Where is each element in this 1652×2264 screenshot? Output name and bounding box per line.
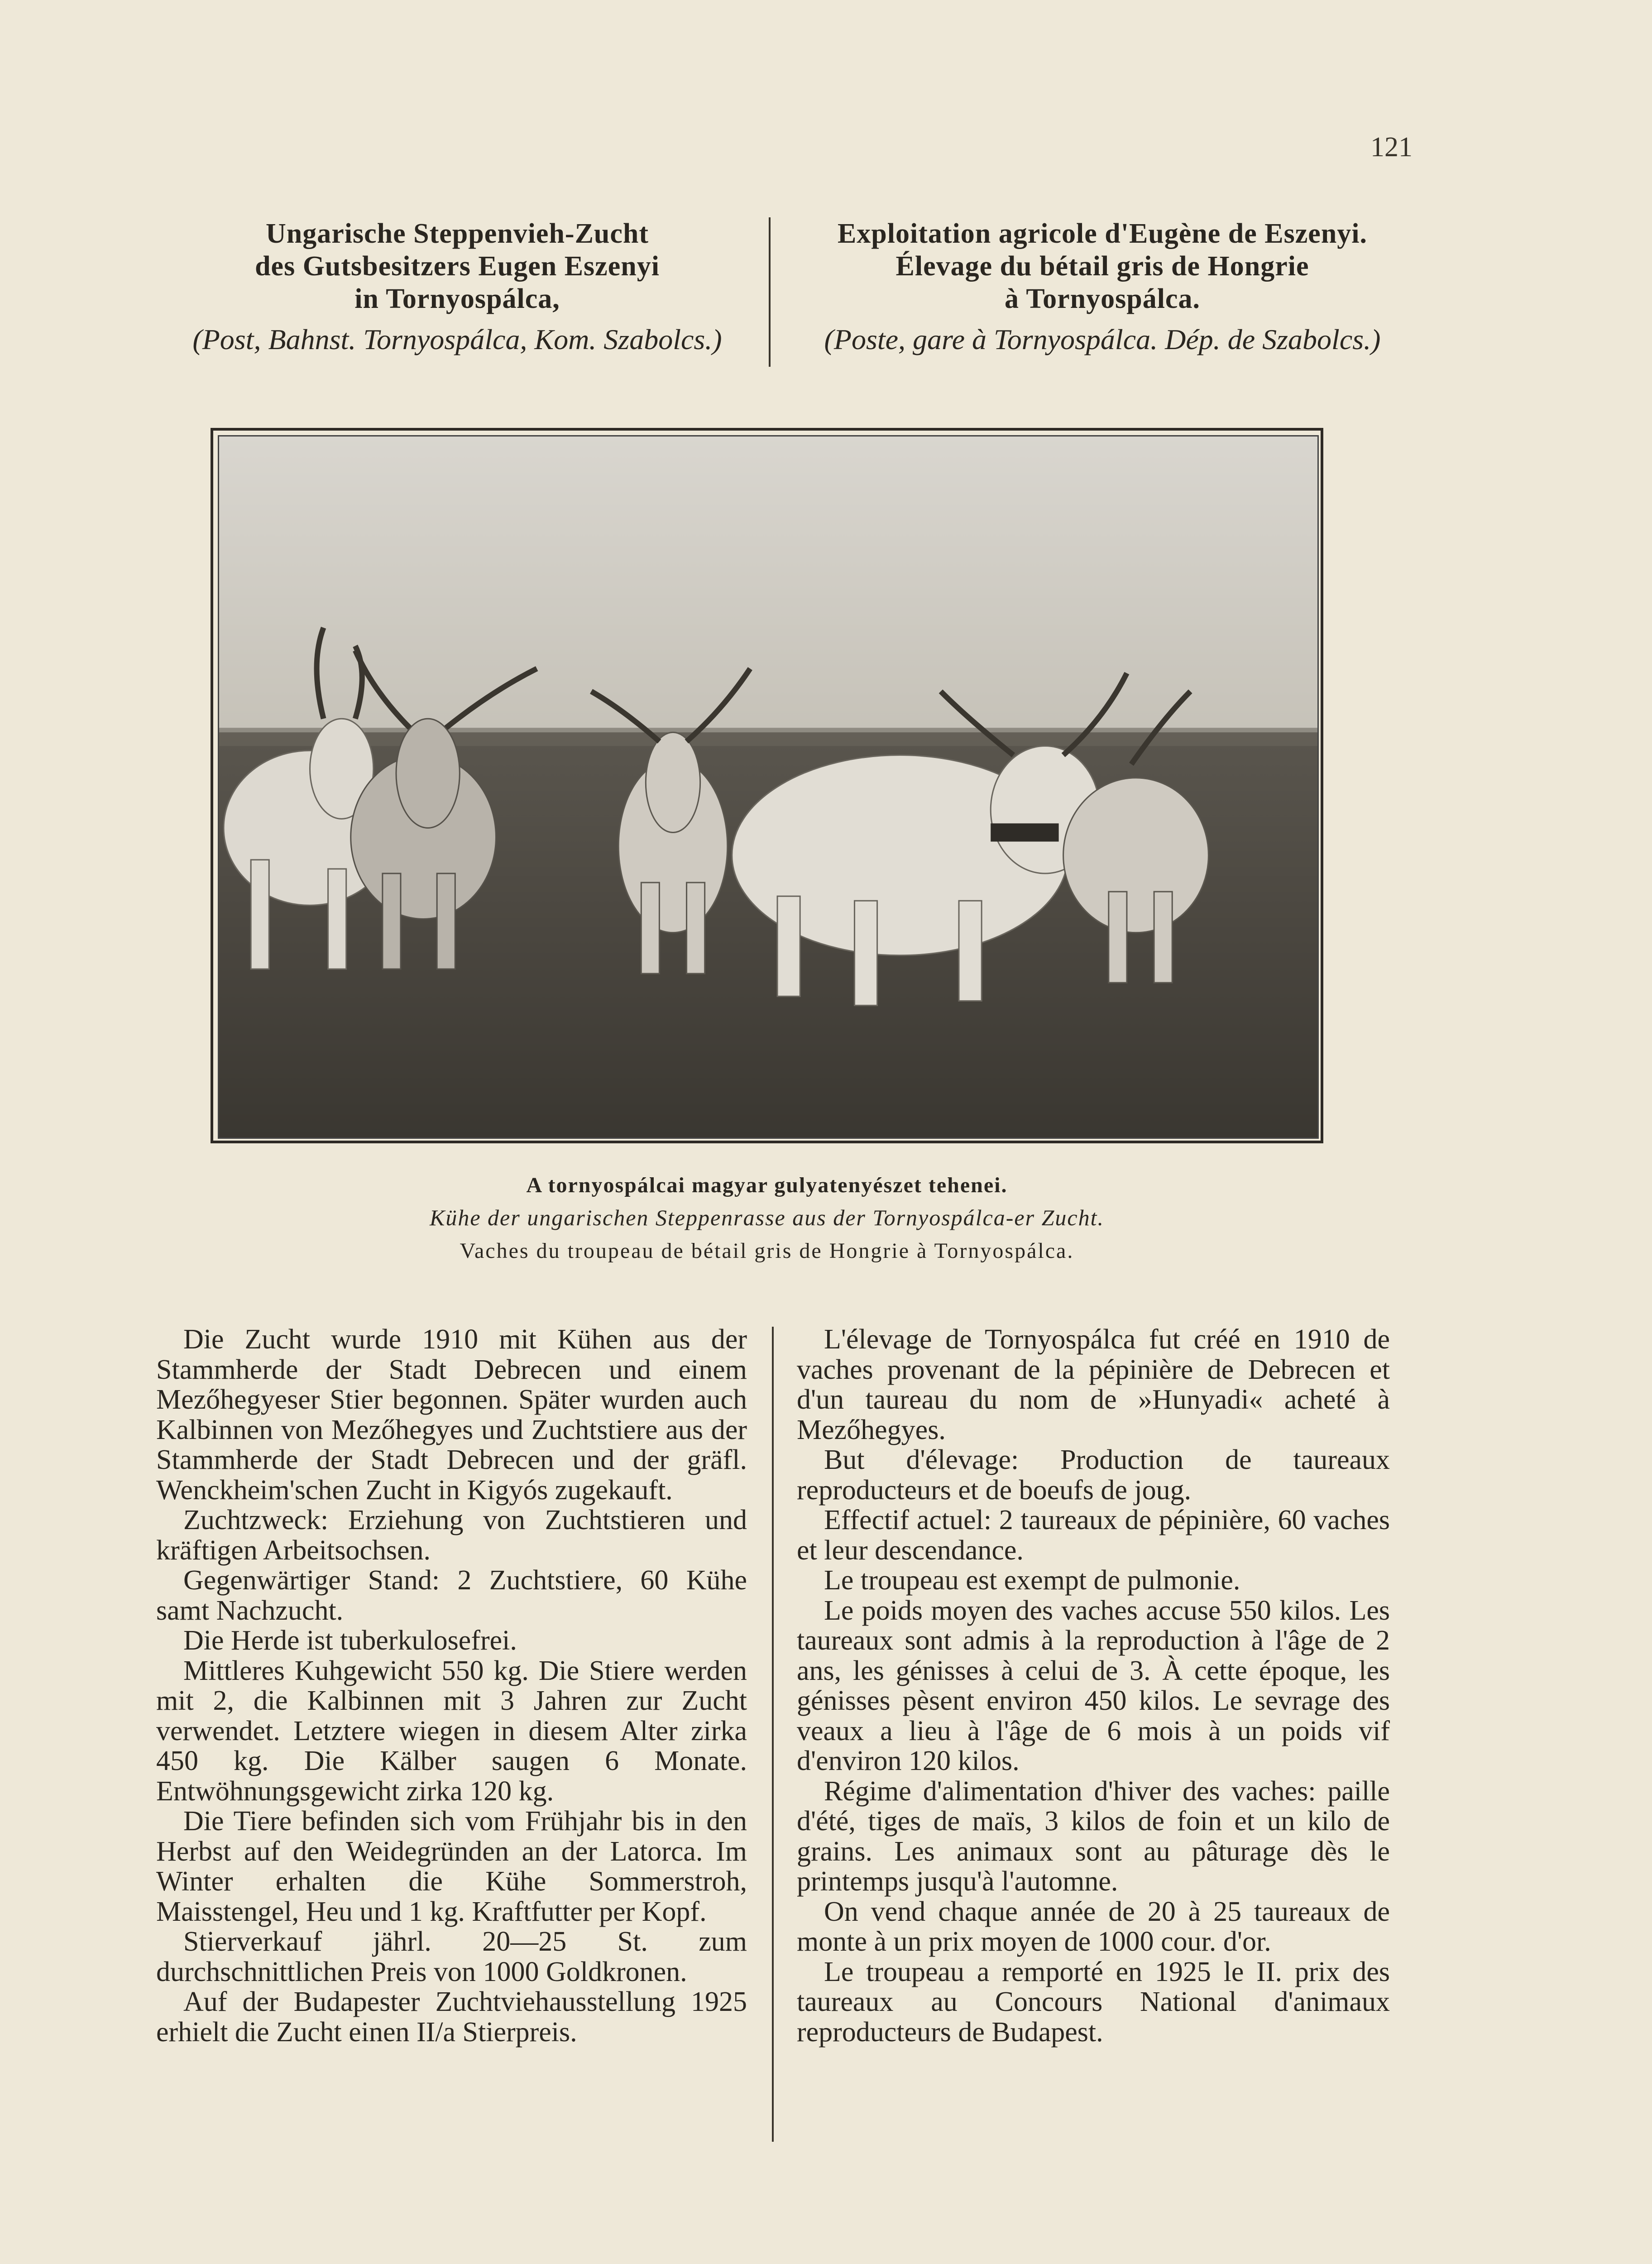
german-paragraph-3: Gegenwärtiger Stand: 2 Zuchtstiere, 60 Kühe samt Nachzucht. <box>156 1565 747 1626</box>
header-divider <box>769 217 771 367</box>
german-text-column <box>156 1324 747 2047</box>
photo-caption-german: Kühe der ungarischen Steppenrasse aus der Tornyospálca-er Zucht. <box>430 1205 1104 1230</box>
french-paragraph-2: But d'élevage: Production de taureaux reproducteurs et de boeufs de joug. <box>797 1444 1390 1506</box>
german-paragraph-6: Die Tiere befinden sich vom Frühjahr bis in den Herbst auf den Weidegründen an der Latorca. Im Winter erhalten die Kühe Sommerstroh, Maisstengel, Heu und 1 kg. Kraftfutter per Kopf. <box>156 1806 747 1927</box>
german-paragraph-1: Die Zucht wurde 1910 mit Kühen aus der Stammherde der Stadt Debrecen und einem Mezőhegyeser Stier begonnen. Später wurden auch Kalbinnen von Mezőhegyes und Zuchtstiere aus der Stammherde der Stadt Debrecen und der gräfl. Wenckheim'schen Zucht in Kigyós zugekauft. <box>156 1324 747 1506</box>
header-french-line-1: Exploitation agricole d'Eugène de Eszenyi. <box>837 218 1368 249</box>
photo-caption-french: Vaches du troupeau de bétail gris de Hongrie à Tornyospálca. <box>460 1239 1074 1263</box>
header-french-line-3: à Tornyospálca. <box>1005 283 1200 314</box>
header-german-address: (Post, Bahnst. Tornyospálca, Kom. Szabolcs.) <box>192 323 722 355</box>
header-german-line-1: Ungarische Steppenvieh-Zucht <box>265 218 649 249</box>
german-paragraph-4: Die Herde ist tuberkulosefrei. <box>183 1625 517 1656</box>
header-german <box>154 217 761 356</box>
page-number: 121 <box>1370 132 1413 163</box>
cattle-photo-image <box>218 435 1319 1139</box>
body-divider <box>772 1327 774 2142</box>
french-paragraph-3: Effectif actuel: 2 taureaux de pépinière, 60 vaches et leur descendance. <box>797 1505 1390 1566</box>
french-paragraph-5: Le poids moyen des vaches accuse 550 kilos. Les taureaux sont admis à la reproduction à l'âge de 2 ans, les génisses à celui de 3. À cette époque, les génisses pèsent environ 450 kilos. Le sevrage des veaux a lieu à l'âge de 6 mois à un poids vif d'environ 120 kilos. <box>797 1595 1390 1776</box>
german-paragraph-2: Zuchtzweck: Erziehung von Zuchtstieren und kräftigen Arbeitsochsen. <box>156 1505 747 1566</box>
cattle-photo <box>211 428 1323 1143</box>
header-french <box>779 217 1426 356</box>
french-text-column <box>797 1324 1390 2047</box>
german-paragraph-5: Mittleres Kuhgewicht 550 kg. Die Stiere werden mit 2, die Kalbinnen mit 3 Jahren zur Zucht verwendet. Letztere wiegen in diesem Alter zirka 450 kg. Die Kälber saugen 6 Monate. Entwöhnungsgewicht zirka 120 kg. <box>156 1655 747 1807</box>
french-paragraph-6: Régime d'alimentation d'hiver des vaches: paille d'été, tiges de maïs, 3 kilos de foin et un kilo de grains. Les animaux sont au pâturage dès le printemps jusqu'à l'automne. <box>797 1775 1390 1897</box>
german-paragraph-7: Stierverkauf jährl. 20—25 St. zum durchschnittlichen Preis von 1000 Goldkronen. <box>156 1926 747 1987</box>
french-paragraph-1: L'élevage de Tornyospálca fut créé en 1910 de vaches provenant de la pépinière de Debrecen et d'un taureau du nom de »Hunyadi« acheté à Mezőhegyes. <box>797 1324 1390 1445</box>
header-german-line-3: in Tornyospálca, <box>354 283 560 314</box>
german-paragraph-8: Auf der Budapester Zuchtviehausstellung 1925 erhielt die Zucht einen II/a Stierpreis. <box>156 1986 747 2048</box>
header-french-address: (Poste, gare à Tornyospálca. Dép. de Szabolcs.) <box>824 323 1381 355</box>
french-paragraph-7: On vend chaque année de 20 à 25 taureaux de monte à un prix moyen de 1000 cour. d'or. <box>797 1896 1390 1957</box>
photo-caption-hungarian: A tornyospálcai magyar gulyatenyészet tehenei. <box>526 1173 1008 1197</box>
header-french-line-2: Élevage du bétail gris de Hongrie <box>895 251 1309 282</box>
french-paragraph-4: Le troupeau est exempt de pulmonie. <box>824 1565 1240 1596</box>
header-german-line-2: des Gutsbesitzers Eugen Eszenyi <box>255 251 660 282</box>
french-paragraph-8: Le troupeau a remporté en 1925 le II. prix des taureaux au Concours National d'animaux reproducteurs de Budapest. <box>797 1956 1390 2048</box>
grey-cattle-herd-illustration <box>219 436 1317 1137</box>
